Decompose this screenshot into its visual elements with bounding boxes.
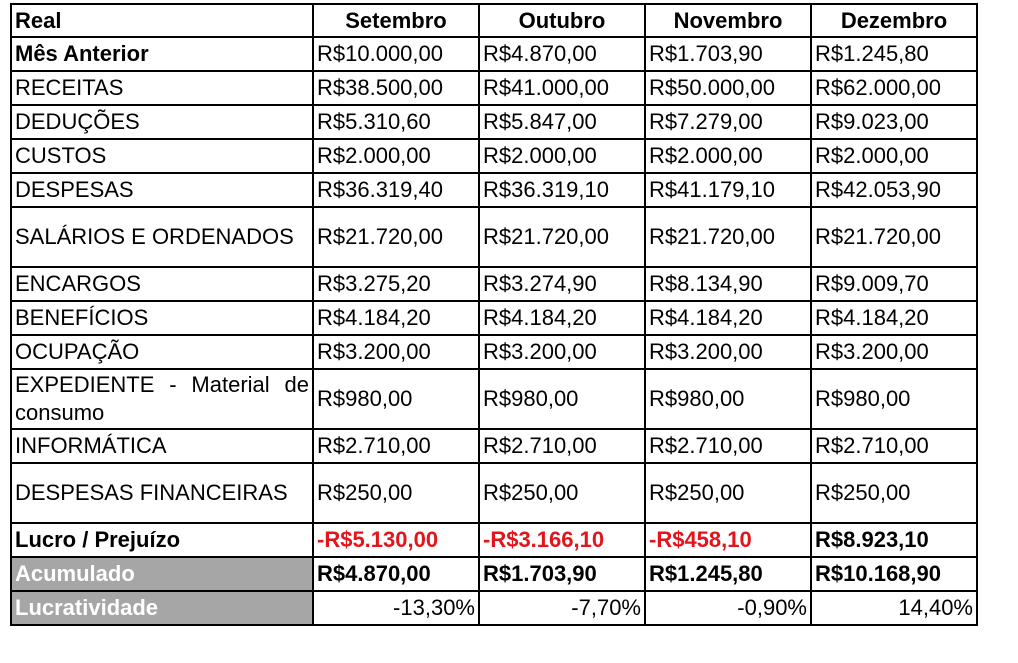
value-cell[interactable]: R$38.500,00 — [313, 71, 479, 105]
row-label-cell[interactable]: DEDUÇÕES — [11, 105, 313, 139]
value-cell[interactable]: R$980,00 — [479, 369, 645, 429]
value-cell[interactable]: R$5.310,60 — [313, 105, 479, 139]
value-cell[interactable]: R$7.279,00 — [645, 105, 811, 139]
row-label-cell[interactable]: EXPEDIENTE - Material de consumo — [11, 369, 313, 429]
table-row-ocupacao — [11, 335, 977, 369]
value-cell[interactable]: R$5.847,00 — [479, 105, 645, 139]
value-cell[interactable]: R$3.274,90 — [479, 267, 645, 301]
value-cell[interactable]: R$980,00 — [645, 369, 811, 429]
value-cell[interactable]: R$2.000,00 — [811, 139, 977, 173]
row-label-cell[interactable]: DESPESAS FINANCEIRAS — [11, 463, 313, 523]
value-cell[interactable]: R$36.319,10 — [479, 173, 645, 207]
table-row-deducoes — [11, 105, 977, 139]
row-label-cell[interactable]: INFORMÁTICA — [11, 429, 313, 463]
value-cell[interactable]: -0,90% — [645, 591, 811, 625]
value-cell[interactable]: R$2.000,00 — [479, 139, 645, 173]
table-row-expediente — [11, 369, 977, 429]
value-cell[interactable]: -R$458,10 — [645, 523, 811, 557]
value-cell[interactable]: R$3.200,00 — [811, 335, 977, 369]
table-row-acumulado — [11, 557, 977, 591]
value-cell[interactable]: R$1.703,90 — [645, 37, 811, 71]
table-row-salarios — [11, 207, 977, 267]
value-cell[interactable]: R$1.245,80 — [811, 37, 977, 71]
value-cell[interactable]: R$62.000,00 — [811, 71, 977, 105]
value-cell[interactable]: R$980,00 — [313, 369, 479, 429]
financial-table — [10, 3, 978, 626]
value-cell[interactable]: R$250,00 — [645, 463, 811, 523]
row-label-cell[interactable]: RECEITAS — [11, 71, 313, 105]
header-month-cell[interactable]: Dezembro — [811, 4, 977, 37]
value-cell[interactable]: R$8.134,90 — [645, 267, 811, 301]
value-cell[interactable]: 14,40% — [811, 591, 977, 625]
value-cell[interactable]: R$3.200,00 — [645, 335, 811, 369]
row-label-cell[interactable]: DESPESAS — [11, 173, 313, 207]
header-month-cell[interactable]: Outubro — [479, 4, 645, 37]
header-label-cell[interactable]: Real — [11, 4, 313, 37]
value-cell[interactable]: R$2.710,00 — [479, 429, 645, 463]
value-cell[interactable]: R$21.720,00 — [811, 207, 977, 267]
value-cell[interactable]: -13,30% — [313, 591, 479, 625]
value-cell[interactable]: -7,70% — [479, 591, 645, 625]
value-cell[interactable]: R$21.720,00 — [313, 207, 479, 267]
table-row-despesas — [11, 173, 977, 207]
header-month-cell[interactable]: Novembro — [645, 4, 811, 37]
value-cell[interactable]: R$980,00 — [811, 369, 977, 429]
header-month-cell[interactable]: Setembro — [313, 4, 479, 37]
value-cell[interactable]: R$3.200,00 — [479, 335, 645, 369]
value-cell[interactable]: R$10.000,00 — [313, 37, 479, 71]
value-cell[interactable]: R$8.923,10 — [811, 523, 977, 557]
value-cell[interactable]: R$9.009,70 — [811, 267, 977, 301]
value-cell[interactable]: R$3.200,00 — [313, 335, 479, 369]
value-cell[interactable]: R$3.275,20 — [313, 267, 479, 301]
row-label-cell[interactable]: ENCARGOS — [11, 267, 313, 301]
value-cell[interactable]: R$9.023,00 — [811, 105, 977, 139]
value-cell[interactable]: R$10.168,90 — [811, 557, 977, 591]
value-cell[interactable]: R$4.184,20 — [811, 301, 977, 335]
row-label-cell[interactable]: BENEFÍCIOS — [11, 301, 313, 335]
value-cell[interactable]: R$4.184,20 — [313, 301, 479, 335]
table-row-custos — [11, 139, 977, 173]
row-label-cell[interactable]: SALÁRIOS E ORDENADOS — [11, 207, 313, 267]
table-row-encargos — [11, 267, 977, 301]
value-cell[interactable]: R$250,00 — [313, 463, 479, 523]
row-label-cell[interactable]: Lucro / Prejuízo — [11, 523, 313, 557]
value-cell[interactable]: -R$3.166,10 — [479, 523, 645, 557]
value-cell[interactable]: R$36.319,40 — [313, 173, 479, 207]
value-cell[interactable]: R$2.710,00 — [313, 429, 479, 463]
row-label-cell[interactable]: CUSTOS — [11, 139, 313, 173]
value-cell[interactable]: R$2.000,00 — [313, 139, 479, 173]
value-cell[interactable]: -R$5.130,00 — [313, 523, 479, 557]
value-cell[interactable]: R$4.184,20 — [479, 301, 645, 335]
value-cell[interactable]: R$2.710,00 — [645, 429, 811, 463]
table-row-mes-anterior — [11, 37, 977, 71]
value-cell[interactable]: R$21.720,00 — [479, 207, 645, 267]
row-label-cell[interactable]: OCUPAÇÃO — [11, 335, 313, 369]
value-cell[interactable]: R$21.720,00 — [645, 207, 811, 267]
value-cell[interactable]: R$50.000,00 — [645, 71, 811, 105]
value-cell[interactable]: R$250,00 — [811, 463, 977, 523]
row-label-cell[interactable]: Lucratividade — [11, 591, 313, 625]
row-label-cell[interactable]: Acumulado — [11, 557, 313, 591]
header-row — [11, 4, 977, 37]
value-cell[interactable]: R$42.053,90 — [811, 173, 977, 207]
row-label-cell[interactable]: Mês Anterior — [11, 37, 313, 71]
table-row-despesas-financeiras — [11, 463, 977, 523]
value-cell[interactable]: R$4.870,00 — [313, 557, 479, 591]
table-row-informatica — [11, 429, 977, 463]
value-cell[interactable]: R$1.245,80 — [645, 557, 811, 591]
value-cell[interactable]: R$2.000,00 — [645, 139, 811, 173]
value-cell[interactable]: R$41.000,00 — [479, 71, 645, 105]
table-row-lucro-prejuizo — [11, 523, 977, 557]
value-cell[interactable]: R$2.710,00 — [811, 429, 977, 463]
value-cell[interactable]: R$250,00 — [479, 463, 645, 523]
table-row-lucratividade — [11, 591, 977, 625]
value-cell[interactable]: R$4.184,20 — [645, 301, 811, 335]
value-cell[interactable]: R$4.870,00 — [479, 37, 645, 71]
table-row-receitas — [11, 71, 977, 105]
value-cell[interactable]: R$1.703,90 — [479, 557, 645, 591]
table-row-beneficios — [11, 301, 977, 335]
value-cell[interactable]: R$41.179,10 — [645, 173, 811, 207]
